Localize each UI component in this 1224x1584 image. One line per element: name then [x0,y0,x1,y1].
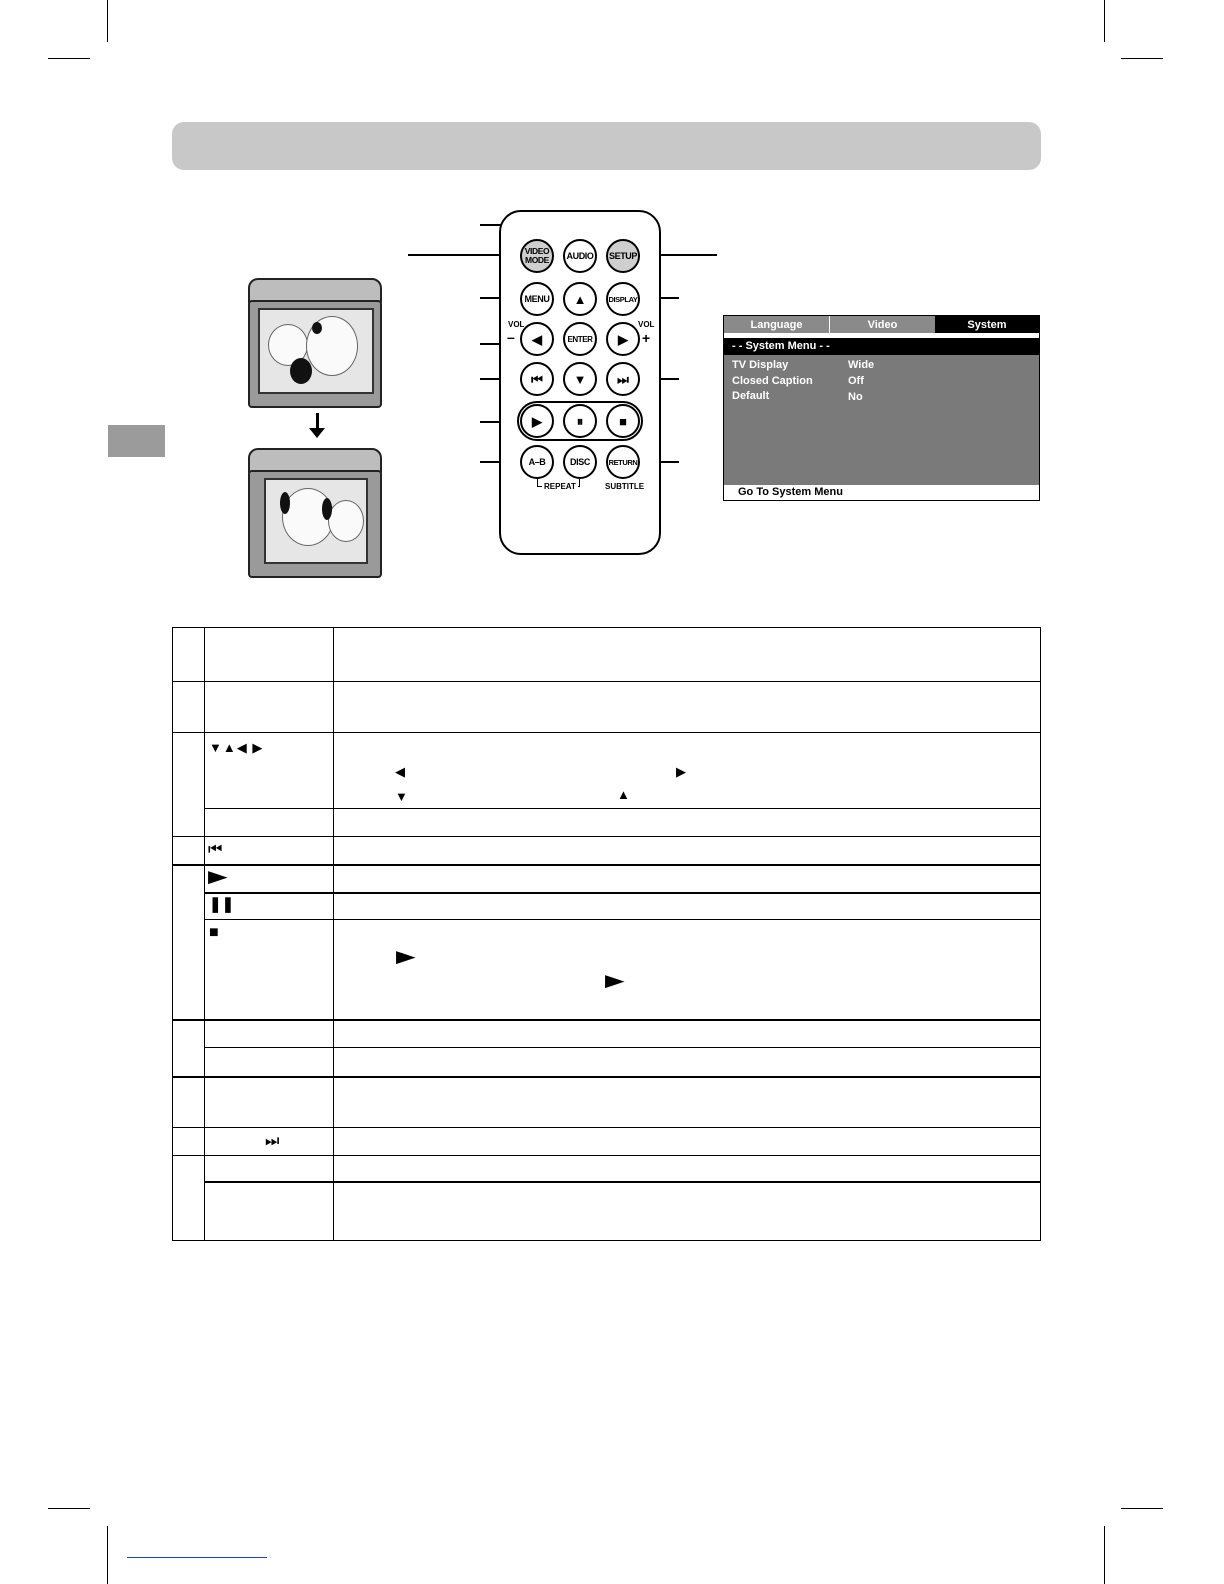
up-arrow-icon: ▲ [617,787,630,802]
osd-system-menu [723,315,1040,501]
down-arrow-icon: ▼ [395,789,408,804]
table-row-divider [172,732,1041,733]
osd-row-label[interactable]: Default [732,390,770,402]
osd-tab-video[interactable]: Video [830,316,935,333]
monitor-illustration-top [248,278,382,408]
pause-icon: ❚❚ [209,896,235,913]
table-row-divider [172,1155,1041,1156]
display-button[interactable]: DISPLAY [606,282,640,316]
osd-tab-language[interactable]: Language [724,316,830,333]
left-button[interactable] [520,322,554,356]
table-column-divider [204,627,205,1241]
osd-menu-header-text: - - System Menu - - [732,340,830,352]
subtitle-label: SUBTITLE [605,482,645,491]
table-border [172,627,173,1241]
osd-row-value[interactable]: Wide [848,359,875,371]
disc-button[interactable]: DISC [563,445,597,479]
repeat-label: REPEAT [544,482,576,491]
setup-button[interactable]: SETUP [606,239,640,273]
vol-minus-label: – [507,329,515,345]
right-arrow-icon: ▶ [618,331,628,347]
function-table [172,627,1041,1241]
right-arrow-icon: ▶ [676,764,686,779]
table-row-divider [172,836,1041,837]
osd-tab-system[interactable]: System [935,316,1039,333]
skip-back-icon: ⏮ [208,841,223,858]
osd-row-value[interactable]: Off [848,375,864,387]
vol-label-right: VOL [638,320,655,329]
stop-icon: ■ [209,924,219,941]
dog-spot [280,492,290,514]
crop-mark [1104,1526,1105,1584]
up-arrow-icon: ▲ [573,291,587,307]
vol-plus-label: + [642,330,651,346]
side-tab-marker [108,425,165,457]
table-border [172,627,1041,628]
down-arrow-head-icon [309,428,325,438]
table-row-divider [172,1076,1041,1078]
vol-label-left: VOL [508,320,525,329]
up-button[interactable] [563,282,597,316]
play-icon: ▶ [532,413,542,429]
osd-body [724,338,1039,485]
table-row-divider [172,681,1041,682]
osd-footer: Go To System Menu [738,486,843,498]
osd-row-value[interactable]: No [848,391,863,403]
return-button[interactable]: RETURN [606,445,640,479]
skip-back-icon: ⏮ [531,371,543,387]
crop-mark [48,1508,90,1509]
table-row-divider [204,1047,1041,1048]
dog-image [328,500,364,542]
monitor-illustration-bottom [248,448,382,578]
pause-button[interactable] [563,404,597,438]
down-arrow-icon: ▼ [573,371,587,387]
table-border [172,1240,1041,1241]
monitor-screen [258,308,374,394]
left-arrow-icon: ◀ [532,331,542,347]
table-column-divider [333,627,334,1241]
stop-button[interactable] [606,404,640,438]
skip-forward-icon: ⏭ [617,371,629,387]
osd-row-label[interactable]: Closed Caption [732,375,813,387]
footer-link-underline [127,1557,267,1558]
section-header-bar [172,122,1041,170]
table-row-divider [204,1181,1041,1183]
play-icon: ▶ [396,947,416,966]
crop-mark [48,58,90,59]
left-arrow-icon: ◀ [395,764,405,779]
dog-spot [322,498,332,520]
right-button[interactable] [606,322,640,356]
crop-mark [1121,1508,1163,1509]
osd-tabs [724,316,1039,333]
table-row-divider [204,892,1041,894]
arrow-keys-icon: ▼▲◀ ▶ [209,740,264,755]
table-row-divider [172,1127,1041,1128]
enter-button[interactable]: ENTER [563,322,597,356]
table-row-divider [204,919,1041,920]
skip-forward-icon: ⏭ [265,1133,280,1150]
pause-icon: ⏸ [576,413,584,429]
dog-spot [290,358,312,384]
crop-mark [1121,58,1163,59]
crop-mark [1104,0,1105,42]
audio-button[interactable]: AUDIO [563,239,597,273]
play-icon: ▶ [208,867,228,886]
osd-row-label[interactable]: TV Display [732,359,789,371]
down-button[interactable] [563,362,597,396]
crop-mark [107,1526,108,1584]
table-border [1040,627,1041,1241]
play-icon: ▶ [605,971,625,990]
menu-button[interactable]: MENU [520,282,554,316]
video-mode-button[interactable]: VIDEO MODE [520,239,554,273]
table-row-divider [204,808,1041,809]
stop-icon: ■ [619,413,627,429]
play-button[interactable] [520,404,554,438]
dog-spot [312,322,322,334]
osd-menu-header [724,338,1039,355]
next-button[interactable] [606,362,640,396]
table-row-divider [172,864,1041,866]
ab-repeat-button[interactable]: A–B [520,445,554,479]
crop-mark [107,0,108,42]
prev-button[interactable] [520,362,554,396]
monitor-screen [264,478,368,564]
table-row-divider [172,1019,1041,1021]
